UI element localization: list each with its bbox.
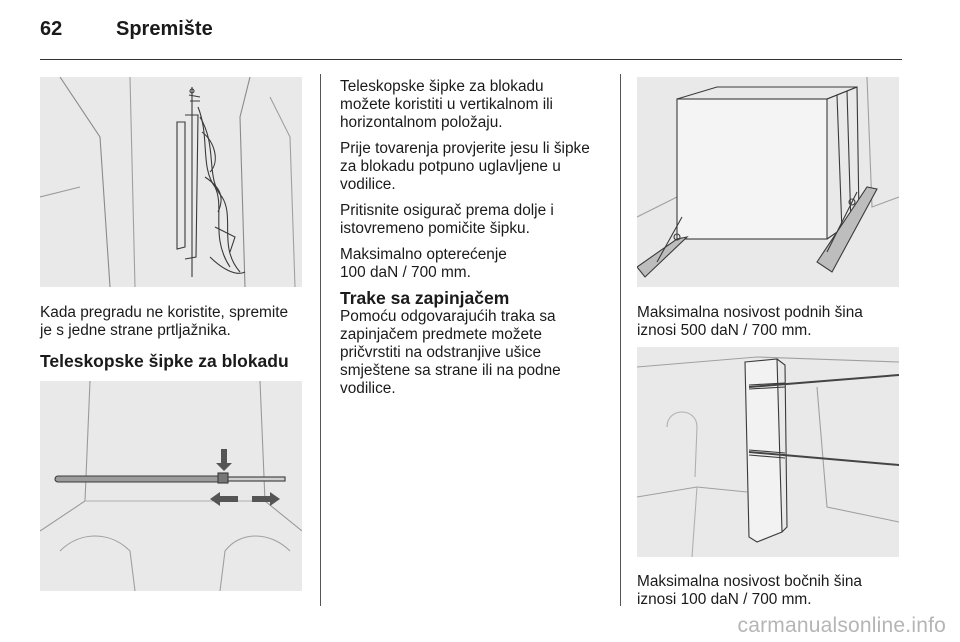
text-line: Kada pregradu ne koristite, spremite — [40, 304, 289, 321]
floor-rails-caption — [637, 304, 899, 340]
page-number: 62 — [40, 18, 63, 40]
text-line: možete koristiti u vertikalnom ili — [340, 96, 553, 113]
figure-telescopic-bar — [40, 381, 302, 591]
text-line: horizontalnom položaju. — [340, 114, 503, 131]
text-line: zapinjačem predmete možete — [340, 326, 542, 343]
column-divider-right — [620, 74, 621, 606]
straps-paragraph — [340, 308, 612, 398]
figure-side-rails — [637, 347, 899, 557]
text-line: Pritisnite osigurač prema dolje i — [340, 202, 554, 219]
text-line: Maksimalno opterećenje — [340, 246, 507, 263]
column-divider-left — [320, 74, 321, 606]
figure-partition-stowed — [40, 77, 302, 287]
text-line: istovremeno pomičite šipku. — [340, 220, 530, 237]
text-line: smještene sa strane ili na podne — [340, 362, 561, 379]
text-line: Prije tovarenja provjerite jesu li šipke — [340, 140, 590, 157]
text-line: Maksimalna nosivost bočnih šina — [637, 573, 862, 590]
watermark: carmanualsonline.info — [737, 614, 946, 637]
figure-floor-rails — [637, 77, 899, 287]
partition-paragraph — [40, 304, 312, 340]
text-line: Pomoću odgovarajućih traka sa — [340, 308, 556, 325]
section-title: Spremište — [116, 18, 213, 40]
text-line: iznosi 500 daN / 700 mm. — [637, 322, 812, 339]
heading-straps: Trake sa zapinjačem — [340, 288, 510, 308]
heading-telescopic-bars: Teleskopske šipke za blokadu — [40, 351, 289, 371]
header-rule — [40, 59, 902, 60]
text-line: Maksimalna nosivost podnih šina — [637, 304, 863, 321]
text-line: vodilice. — [340, 176, 396, 193]
text-line: 100 daN / 700 mm. — [340, 264, 471, 281]
text-line: pričvrstiti na odstranjive ušice — [340, 344, 542, 361]
text-line: iznosi 100 daN / 700 mm. — [637, 591, 812, 608]
text-line: vodilice. — [340, 380, 396, 397]
middle-text-block — [340, 78, 612, 282]
text-line: Teleskopske šipke za blokadu — [340, 78, 544, 95]
side-rails-caption — [637, 573, 899, 609]
text-line: je s jedne strane prtljažnika. — [40, 322, 231, 339]
text-line: za blokadu potpuno uglavljene u — [340, 158, 561, 175]
